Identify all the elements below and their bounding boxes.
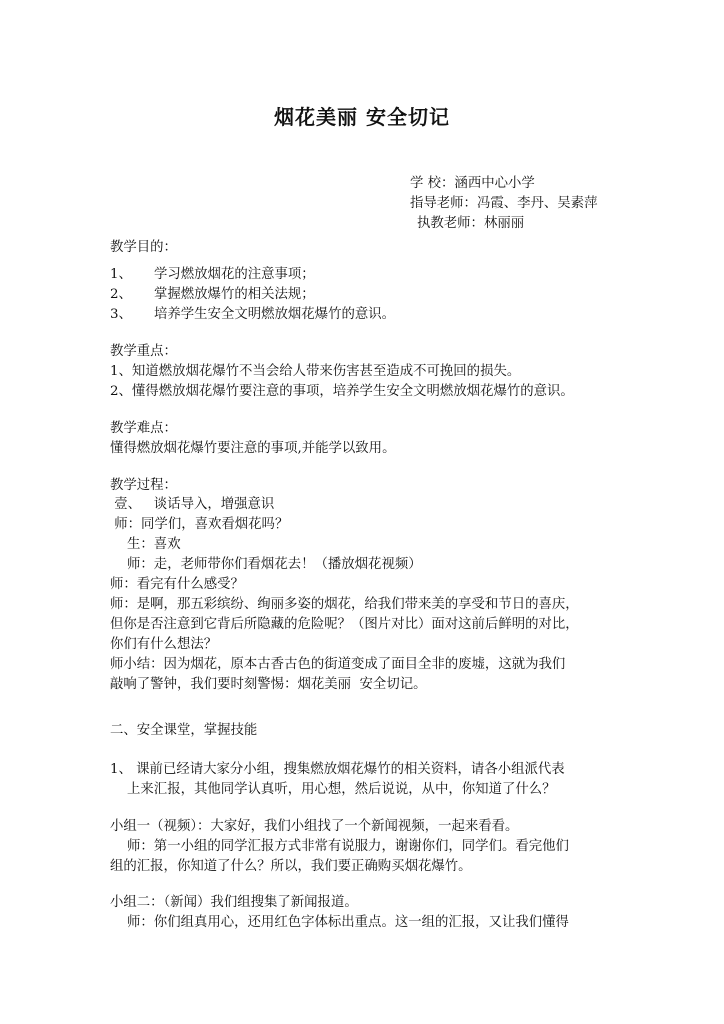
goal-number: 1、 — [110, 267, 132, 282]
advisors-line: 指导老师：冯霞、李丹、吴素萍 — [410, 196, 598, 211]
process-line: 壹、 谈话导入，增强意识 — [110, 497, 275, 512]
section2-line: 1、 课前已经请大家分小组，搜集燃放烟花爆竹的相关资料，请各小组派代表 — [110, 762, 565, 777]
group2-line: 小组二：（新闻）我们组搜集了新闻报道。 — [110, 895, 358, 910]
group1-line: 小组一（视频）：大家好，我们小组找了一个新闻视频，一起来看看。 — [110, 819, 519, 834]
difficulty-text: 懂得燃放烟花爆竹要注意的事项,并能学以致用。 — [110, 441, 396, 456]
group1-line: 组的汇报，你知道了什么？所以，我们要正确购买烟花爆竹。 — [110, 859, 472, 874]
difficulty-heading: 教学难点： — [110, 421, 177, 436]
process-line: 师：走，老师带你们看烟花去！（播放烟花视频） — [110, 557, 422, 572]
process-heading: 教学过程： — [110, 478, 177, 493]
process-line: 生：喜欢 — [110, 537, 181, 552]
process-line: 师小结：因为烟花，原本古香古色的街道变成了面目全非的废墟，这就为我们 — [110, 657, 566, 672]
key-points-heading: 教学重点： — [110, 344, 177, 359]
goal-number: 3、 — [110, 307, 132, 322]
goal-text: 培养学生安全文明燃放烟花爆竹的意识。 — [154, 307, 396, 322]
process-line: 师：看完有什么感受？ — [110, 577, 244, 592]
section2-line: 上来汇报，其他同学认真听，用心想，然后说说，从中，你知道了什么？ — [110, 782, 556, 797]
goal-number: 2、 — [110, 287, 132, 302]
group2-line: 师：你们组真用心，还用红色字体标出重点。这一组的汇报，又让我们懂得 — [110, 915, 569, 930]
process-line: 师：同学们，喜欢看烟花吗？ — [110, 517, 289, 532]
goal-text: 掌握燃放爆竹的相关法规； — [154, 287, 315, 302]
goal-item — [110, 265, 315, 285]
key-point-item: 1、知道燃放烟花爆竹不当会给人带来伤害甚至造成不可挽回的损失。 — [110, 364, 521, 379]
goal-item — [110, 305, 395, 325]
group1-line: 师：第一小组的同学汇报方式非常有说服力，谢谢你们，同学们。看完他们 — [110, 839, 569, 854]
goal-text: 学习燃放烟花的注意事项； — [154, 267, 315, 282]
goal-item — [110, 285, 315, 305]
page-title: 烟花美丽 安全切记 — [274, 105, 450, 129]
process-line: 师：是啊，那五彩缤纷、绚丽多姿的烟花，给我们带来美的享受和节日的喜庆， — [110, 597, 579, 612]
goals-heading: 教学目的： — [110, 240, 177, 255]
teacher-line: 执教老师：林丽丽 — [417, 216, 525, 231]
section2-heading: 二、安全课堂，掌握技能 — [110, 723, 258, 738]
school-line: 学 校：涵西中心小学 — [410, 176, 535, 191]
process-line: 敲响了警钟，我们要时刻警惕：烟花美丽 安全切记。 — [110, 677, 427, 692]
process-line: 你们有什么想法？ — [110, 637, 218, 652]
process-line: 但你是否注意到它背后所隐藏的危险呢？（图片对比）面对这前后鲜明的对比， — [110, 617, 579, 632]
key-point-item: 2、懂得燃放烟花爆竹要注意的事项，培养学生安全文明燃放烟花爆竹的意识。 — [110, 384, 574, 399]
